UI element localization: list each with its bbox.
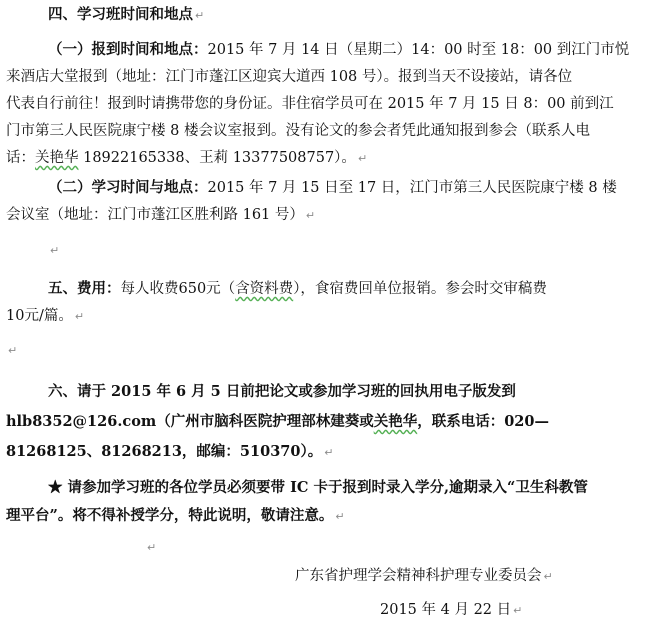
sub1-text: 门市第三人民医院康宁楼 8 楼会议室报到。没有论文的参会者凭此通知报到参会（联系人电 [6,123,590,139]
section6-text: 关艳华 [373,413,418,430]
sub2-line-1 [48,178,651,198]
sub2-text: 会议室（地址：江门市蓬江区胜利路 161 号） [6,207,304,223]
sub1-text: 代表自行前往！报到时请携带您的身份证。非住宿学员可在 2015 年 7 月 15 日 8：00 前到江 [6,96,614,112]
notice-line-2 [6,506,651,527]
section-heading-text: 四、学习班时间和地点 [48,6,193,23]
notice-text: ★ 请参加学习班的各位学员必须要带 IC 卡于报到时录入学分,逾期录入“卫生科教管 [48,479,588,496]
section6-line-1 [48,382,651,402]
notice-text: 理平台”。将不得补授学分，特此说明，敬请注意。 [6,507,334,524]
email-address: hlb8352@126.com（广州市脑科医院护理部林建葵或 [6,413,374,430]
paragraph-mark-icon: ↵ [147,541,157,554]
paragraph-mark-icon: ↵ [50,244,60,257]
section5-text: 含资料费 [235,281,294,297]
notice-line-1 [48,478,651,498]
signature-date-text: 2015 年 4 月 22 日 [380,602,512,618]
sub2-line-2 [6,205,651,226]
paragraph-mark-icon: ↵ [335,510,345,523]
paragraph-mark-icon: ↵ [74,310,85,323]
sub1-label: （一）报到时间和地点： [48,41,208,58]
section5-line-2 [6,306,651,327]
sub1-text: 话： [6,150,35,166]
sub2-label: （二）学习时间与地点： [48,179,208,196]
section5-text: 每人收费650元（ [120,281,236,297]
section5-line-1 [48,279,651,299]
sub2-text: 2015 年 7 月 15 日至 17 日，江门市第三人民医院康宁楼 8 楼 [207,180,617,196]
empty-paragraph [48,240,651,261]
empty-paragraph [6,340,651,361]
section-heading-4 [48,5,651,26]
section6-text: 六、请于 2015 年 6 月 5 日前把论文或参加学习班的回执用电子版发到 [48,383,516,400]
paragraph-mark-icon: ↵ [195,9,205,22]
section6-text: 81268125、81268213，邮编：510370）。 [6,443,323,460]
empty-paragraph [145,537,651,558]
section6-text: ，联系电话：020— [417,413,549,430]
section5-label: 五、费用： [48,280,121,297]
sub1-line-4 [6,121,651,141]
sub1-text: 2015 年 7 月 14 日（星期二）14：00 时至 18：00 到江门市悦 [207,42,630,58]
sub1-text: 来酒店大堂报到（地址：江门市蓬江区迎宾大道西 108 号）。报到当天不设接站，请各位 [6,69,573,85]
section6-line-2 [6,412,651,432]
paragraph-mark-icon: ↵ [8,344,18,357]
section5-text: 10元/篇。 [6,308,73,324]
signature-org-text: 广东省护理学会精神科护理专业委员会 [295,568,542,584]
paragraph-mark-icon: ↵ [305,209,316,222]
sub1-text: 18922165338、王莉 13377508757）。 [78,150,356,166]
paragraph-mark-icon: ↵ [543,570,553,583]
paragraph-mark-icon: ↵ [324,446,334,459]
section5-text: ），食宿费回单位报销。参会时交审稿费 [293,281,547,297]
sub1-line-1 [48,40,651,60]
paragraph-mark-icon: ↵ [357,152,368,165]
signature-date [380,600,651,621]
sub1-line-2 [6,67,651,87]
sub1-line-3 [6,94,651,114]
section6-line-3 [6,442,651,463]
signature-org [295,566,651,587]
sub1-line-5 [6,148,651,169]
contact-name: 关艳华 [35,150,79,166]
paragraph-mark-icon: ↵ [513,604,523,617]
